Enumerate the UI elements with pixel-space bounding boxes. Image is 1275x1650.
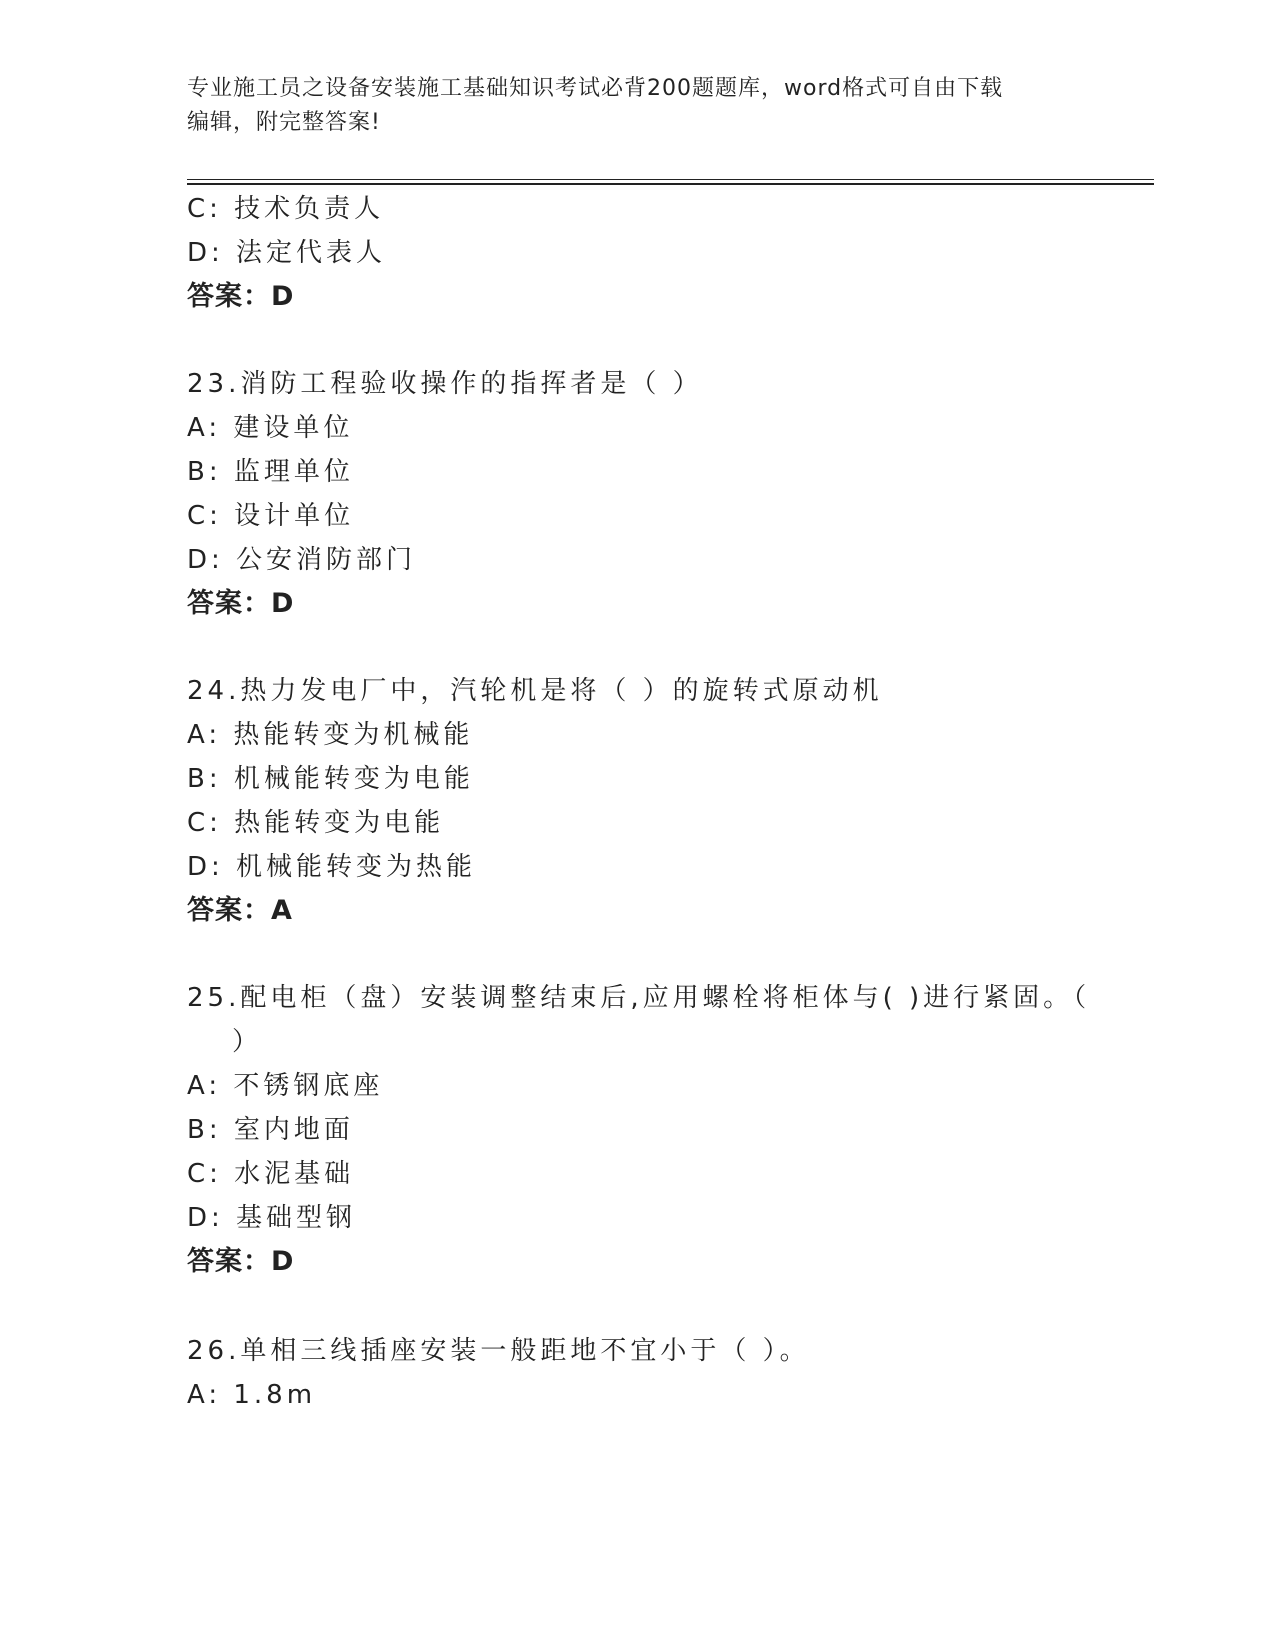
q23-answer: 答案：D [187, 588, 295, 619]
q23-option-c: C: 设计单位 [187, 501, 355, 531]
q22-option-d: D: 法定代表人 [187, 238, 387, 268]
q23-stem: 23.消防工程验收操作的指挥者是（ ） [187, 369, 703, 399]
q25-option-d: D: 基础型钢 [187, 1203, 357, 1233]
q24-option-b: B: 机械能转变为电能 [187, 764, 474, 794]
q23-option-a: A: 建设单位 [187, 413, 354, 443]
q26-option-a: A: 1.8m [187, 1380, 317, 1410]
q24-stem: 24.热力发电厂中，汽轮机是将（ ）的旋转式原动机 [187, 676, 883, 706]
q25-option-b: B: 室内地面 [187, 1115, 354, 1145]
q24-option-a: A: 热能转变为机械能 [187, 720, 474, 750]
q22-answer: 答案：D [187, 281, 295, 312]
document-header [187, 72, 1087, 140]
q25-stem-continued: ） [232, 1027, 259, 1057]
q25-answer: 答案：D [187, 1246, 295, 1277]
q25-stem: 25.配电柜（盘）安装调整结束后,应用螺栓将柜体与( )进行紧固。（ [187, 983, 1091, 1013]
header-divider-thin [187, 179, 1154, 180]
header-line-1: 专业施工员之设备安装施工基础知识考试必背200题题库，word格式可自由下载 [187, 76, 1004, 101]
q24-option-c: C: 热能转变为电能 [187, 808, 445, 838]
q23-option-b: B: 监理单位 [187, 457, 354, 487]
q22-option-c: C: 技术负责人 [187, 194, 385, 224]
header-line-2: 编辑，附完整答案! [187, 110, 381, 135]
q24-option-d: D: 机械能转变为热能 [187, 852, 477, 882]
q26-stem: 26.单相三线插座安装一般距地不宜小于（ ）。 [187, 1336, 810, 1366]
q25-option-c: C: 水泥基础 [187, 1159, 355, 1189]
header-divider-thick [187, 183, 1154, 185]
q24-answer: 答案：A [187, 895, 293, 926]
q25-option-a: A: 不锈钢底座 [187, 1071, 384, 1101]
q23-option-d: D: 公安消防部门 [187, 545, 417, 575]
